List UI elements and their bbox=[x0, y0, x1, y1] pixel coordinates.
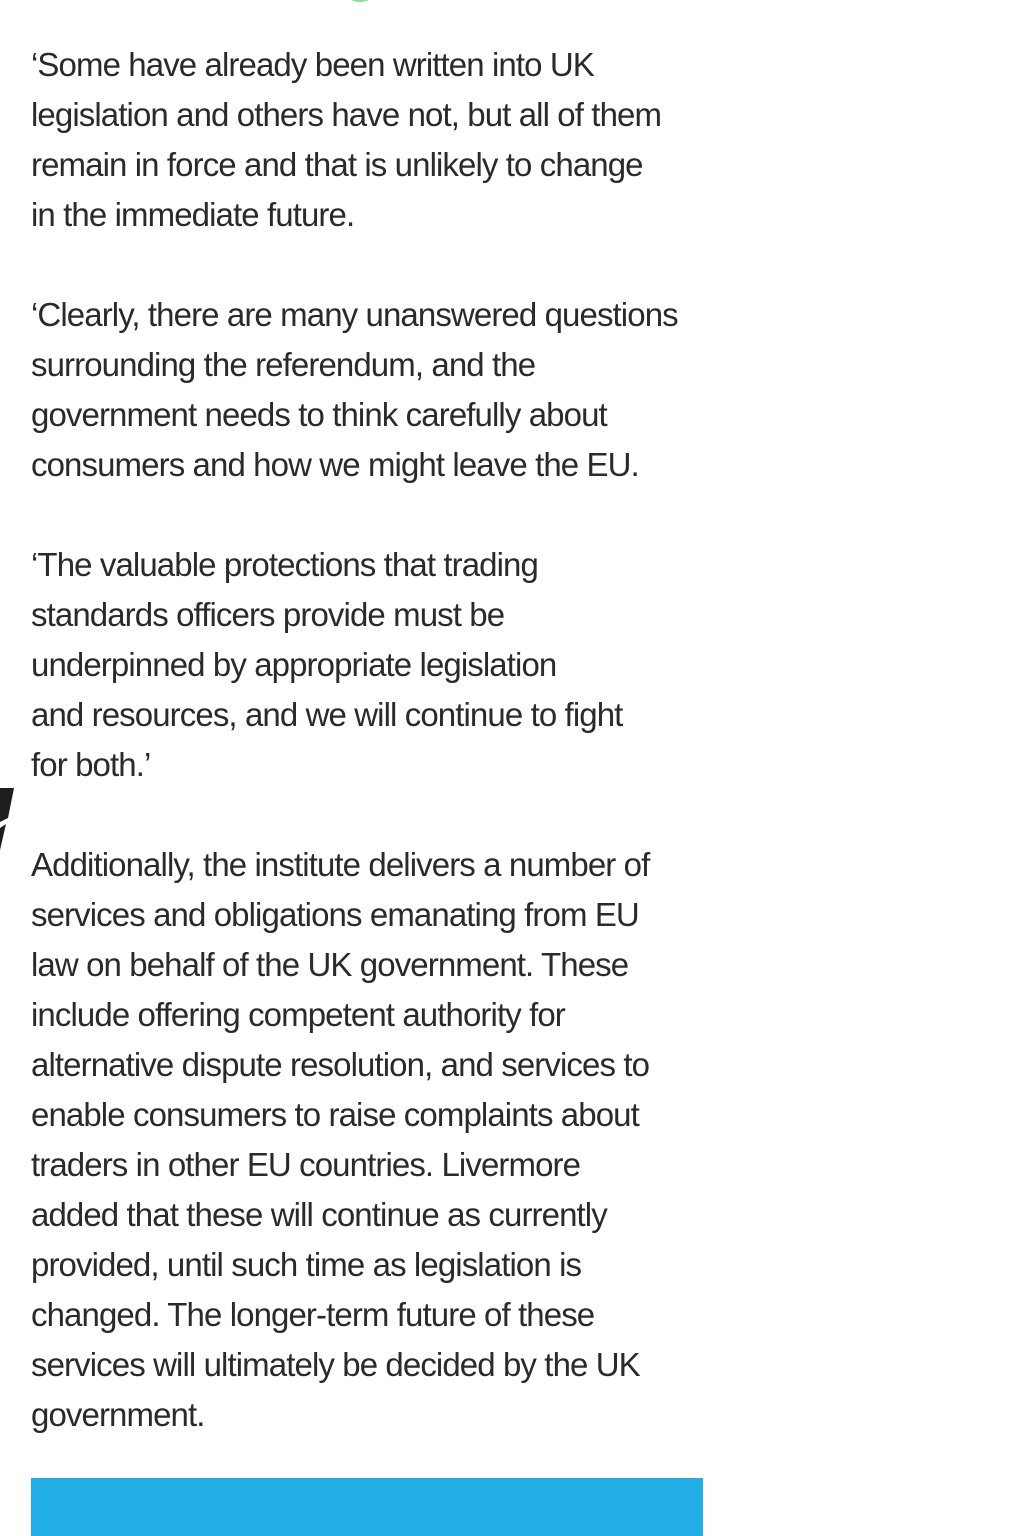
blue-footer-bar bbox=[31, 1478, 703, 1536]
paragraph-legislation: ‘Some have already been written into UK legislation and others have not, but all of them remain in force and that is unlikely to change in the immediate future. bbox=[31, 46, 662, 233]
paragraph-services: Additionally, the institute delivers a number of services and obligations emanating from EU law on behalf of the UK government. These include offering competent authority for alternative dispute resolution, and services to enable consumers to raise complaints about traders in other EU countries. Livermore added that these will continue as currently provided, until such time as legislation is changed. The longer-term future of these services will ultimately be decided by the UK government. bbox=[31, 846, 650, 1433]
top-decorative-arc bbox=[340, 0, 380, 2]
article-body bbox=[31, 40, 711, 1440]
edge-decorative-mark bbox=[0, 788, 14, 850]
paragraph-protections: ‘The valuable protections that trading standards officers provide must be underpinned by appropriate legislation and resources, and we will continue to fight for both.’ bbox=[31, 546, 623, 783]
paragraph-referendum: ‘Clearly, there are many unanswered questions surrounding the referendum, and the government needs to think carefully about consumers and how we might leave the EU. bbox=[31, 296, 678, 483]
